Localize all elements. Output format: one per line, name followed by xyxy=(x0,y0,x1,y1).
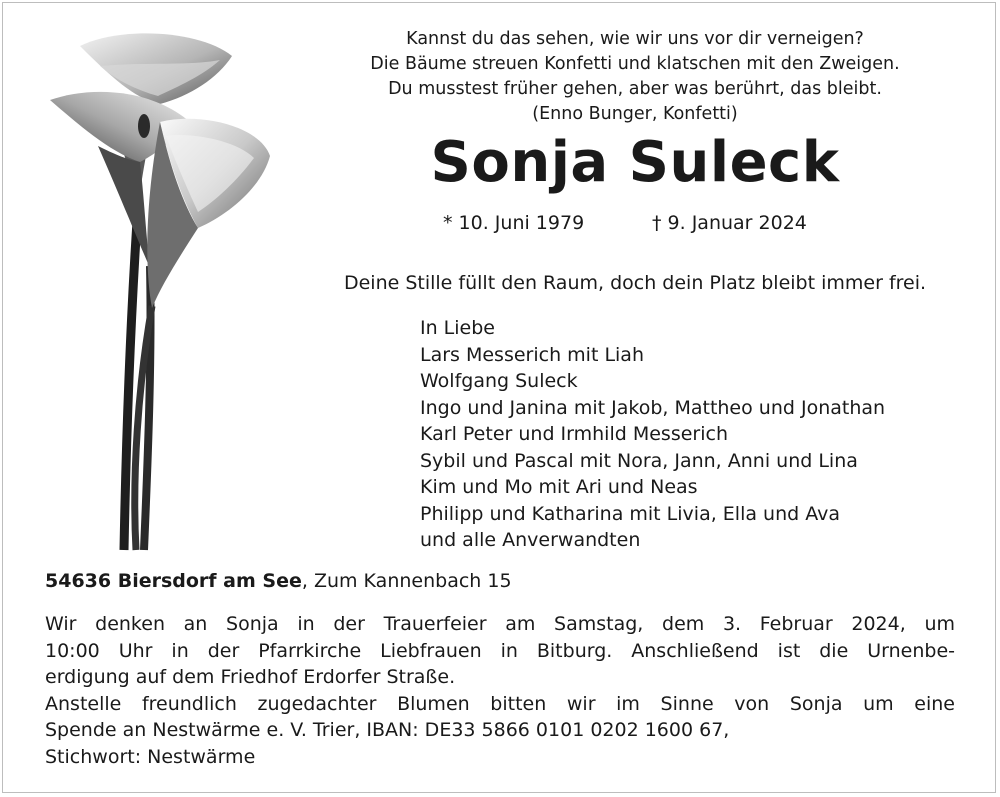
mourner-line: Kim und Mo mit Ari und Neas xyxy=(420,476,698,498)
poem-line: Die Bäume streuen Konfetti und klatschen mit den Zweigen. xyxy=(370,54,900,74)
mourner-line: Philipp und Katharina mit Livia, Ella und Ava xyxy=(420,502,840,525)
mourners-list xyxy=(420,315,885,554)
mourner-line: Karl Peter und Irmhild Messerich xyxy=(420,423,728,445)
address-city: 54636 Biersdorf am See xyxy=(45,570,302,592)
mourner-line: In Liebe xyxy=(420,317,495,339)
notice-line: Stichwort: Nestwärme xyxy=(45,745,256,768)
notice-line: 10:00 Uhr in der Pfarrkirche Liebfrauen in Bitburg. Anschließend ist die Urnenbe- xyxy=(45,639,955,662)
birth-date: * 10. Juni 1979 xyxy=(443,212,585,234)
mourner-line: und alle Anverwandten xyxy=(420,529,641,551)
address-street: , Zum Kannenbach 15 xyxy=(301,570,512,592)
calla-lily-icon xyxy=(40,26,280,552)
notice-line: erdigung auf dem Friedhof Erdorfer Straße. xyxy=(45,666,456,688)
poem-line: Du musstest früher gehen, aber was berührt, das bleibt. xyxy=(388,79,882,99)
notice-line: Spende an Nestwärme e. V. Trier, IBAN: DE33 5866 0101 0202 1600 67, xyxy=(45,719,730,741)
funeral-notice-text xyxy=(45,611,955,770)
notice-line: Anstelle freundlich zugedachter Blumen bitten wir im Sinne von Sonja um eine xyxy=(45,692,955,715)
address-line xyxy=(45,570,512,592)
mourner-line: Lars Messerich mit Liah xyxy=(420,343,644,366)
mourner-line: Ingo und Janina mit Jakob, Mattheo und Jonathan xyxy=(420,396,886,419)
mourner-line: Wolfgang Suleck xyxy=(420,370,578,392)
mourner-line: Sybil und Pascal mit Nora, Jann, Anni und Lina xyxy=(420,449,858,472)
motto-line: Deine Stille füllt den Raum, doch dein Platz bleibt immer frei. xyxy=(343,272,927,294)
death-date: † 9. Januar 2024 xyxy=(652,212,807,234)
poem-quote xyxy=(300,27,970,127)
notice-line: Wir denken an Sonja in der Trauerfeier am Samstag, dem 3. Februar 2024, um xyxy=(45,613,955,635)
poem-line: Kannst du das sehen, wie wir uns vor dir verneigen? xyxy=(406,29,864,49)
poem-attribution: (Enno Bunger, Konfetti) xyxy=(532,104,738,124)
deceased-name: Sonja Suleck xyxy=(430,130,840,195)
